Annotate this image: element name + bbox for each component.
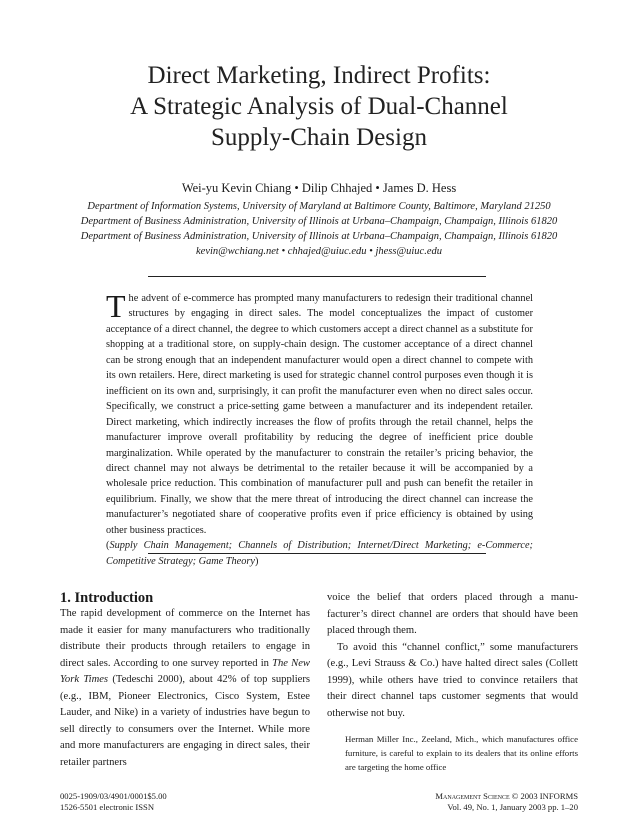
drop-cap: T <box>106 288 126 324</box>
affiliations <box>40 199 598 259</box>
right-column <box>327 590 578 774</box>
keywords-text: Supply Chain Management; Channels of Distribution; Internet/Direct Marketing; e-Commerce; Competitive Strategy; Game Theory <box>106 540 533 567</box>
paragraph: To avoid this “channel conflict,” some manufacturers (e.g., Levi Strauss & Co.) have halted direct sales (Collett 1999), while others have tried to convince retailers that their direct channel taps customer segments that would otherwise not buy. <box>327 641 578 719</box>
journal-name: Management Science <box>435 791 510 801</box>
intro-paragraph: The rapid development of commerce on the Internet has made it easier for many manufacturers who traditionally distribute their products through retailers to engage in direct sales. According to one survey reported in The New York Times (Tedeschi 2000), about 42% of top suppliers (e.g., IBM, Pioneer Electronics, Cisco System, Estee Lauder, and Nike) in a variety of industries have begun to sell directly to consumers over the Internet. While more and more manufacturers are engaging in direct sales, their retailer partners <box>60 608 311 768</box>
author-emails: kevin@wchiang.net • chhajed@uiuc.edu • jhess@uiuc.edu <box>196 246 442 257</box>
volume-info: Vol. 49, No. 1, January 2003 pp. 1–20 <box>447 802 578 812</box>
paragraph: voice the belief that orders placed through a manufacturer’s direct channel are orders that should have been placed through them. <box>327 592 578 636</box>
abstract-body: he advent of e-commerce has prompted many manufacturers to redesign their traditional channel structures by engaging in direct sales. The model conceptualizes the impact of customer acceptance of a direct channel, the degree to which customers accept a direct channel as a substitute for shopping at a traditional store, on supply-chain design. The customer acceptance of a direct channel can be strong enough that an independent manufacturer would open a direct channel to compete with its own retailers. Here, direct marketing is used for strategic channel control purposes even though it is inefficient on its own and, surprisingly, it can profit the manufacturer even when no direct sales occur. Specifically, we construct a price-setting game between a manufacturer and its independent retailer. Direct marketing, which indirectly increases the flow of profits through the retail channel, helps the manufacturer improve overall profitability by reducing the degree of inefficient price double marginalization. While operated by the manufacturer to constrain the retailer’s pricing behavior, the direct channel may not always be detrimental to the retailer because it will be accompanied by a wholesale price reduction. This combination of manufacturer pull and push can benefit the retailer in equilibrium. Finally, we show that the mere threat of introducing the direct channel can increase the manufacturer’s negotiated share of cooperative profits even if price efficiency is obtained by using other business practices. <box>106 293 533 536</box>
journal-copyright: Management Science © 2003 INFORMS <box>435 791 578 801</box>
affiliation: Department of Business Administration, University of Illinois at Urbana–Champaign, Champaign, Illinois 61820 <box>80 231 558 242</box>
left-column <box>60 606 310 771</box>
affiliation: Department of Business Administration, University of Illinois at Urbana–Champaign, Champaign, Illinois 61820 <box>80 216 558 227</box>
issn-electronic: 1526-5501 electronic ISSN <box>60 802 155 812</box>
paper-title <box>40 60 598 153</box>
bottom-rule <box>148 553 486 554</box>
title-line: A Strategic Analysis of Dual-Channel <box>130 93 508 120</box>
title-line: Supply-Chain Design <box>211 124 427 151</box>
affiliation: Department of Information Systems, University of Maryland at Baltimore County, Baltimore, Maryland 21250 <box>87 201 551 212</box>
issn-print: 0025-1909/03/4901/0001$5.00 <box>60 791 167 801</box>
block-quote: Herman Miller Inc., Zeeland, Mich., which manufactures office furniture, is careful to explain to its dealers that its online efforts are targeting the home office <box>345 734 578 772</box>
top-rule <box>148 276 486 277</box>
keywords: (Supply Chain Management; Channels of Distribution; Internet/Direct Marketing; e-Commerce; Competitive Strategy; Game Theory) <box>106 540 533 567</box>
publication-name: The New York Times <box>60 657 310 685</box>
abstract <box>106 288 533 569</box>
authors: Wei-yu Kevin Chiang • Dilip Chhajed • James D. Hess <box>181 181 457 195</box>
footer-left <box>60 791 167 813</box>
section-heading: 1. Introduction <box>60 590 154 606</box>
title-line: Direct Marketing, Indirect Profits: <box>147 62 491 89</box>
footer-right <box>435 791 578 813</box>
